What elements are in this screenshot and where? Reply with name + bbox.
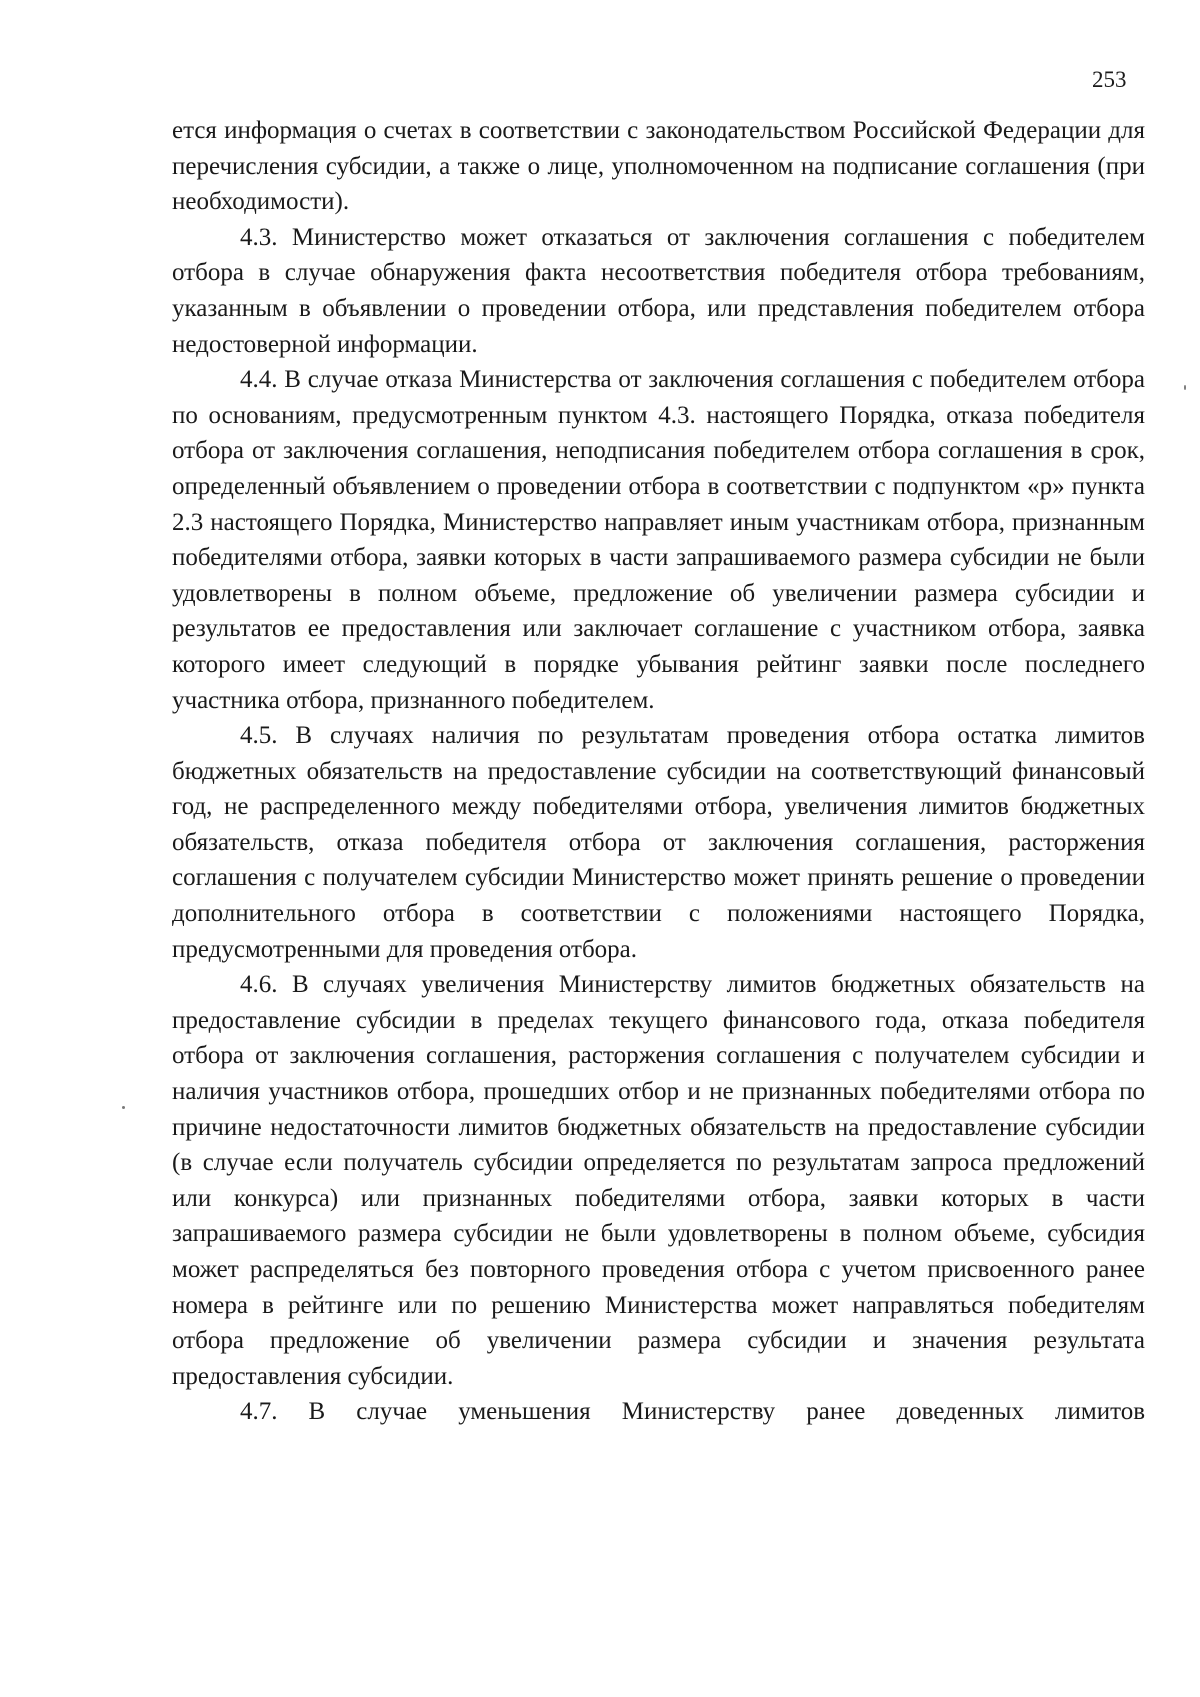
paragraph-4-6: 4.6. В случаях увеличения Министерству лимитов бюджетных обязательств на предоставление субсидии в пределах текущего финансового года, отказа победителя отбора от заключения соглашения, расторжения соглашения с получателем субсидии и наличия участников отбора, прошедших отбор и не признанных победителями отбора по причине недостаточности лимитов бюджетных обязательств на предоставление субсидии (в случае если получатель субсидии определяется по результатам запроса предложений или конкурса) или признанных победителями отбора, заявки которых в части запрашиваемого размера субсидии не были удовлетворены в полном объеме, субсидия может распределяться без повторного проведения отбора с учетом присвоенного ранее номера в рейтинге или по решению Министерства может направляться победителям отбора предложение об увеличении размера субсидии и значения результата предоставления субсидии. <box>172 971 1145 1390</box>
paragraph-4-3: 4.3. Министерство может отказаться от заключения соглашения с победителем отбора в случае обнаружения факта несоответствия победителя отбора требованиям, указанным в объявлении о проведении отбора, или представления победителем отбора недостоверной информации. <box>172 223 1145 358</box>
scan-speck <box>122 1106 125 1109</box>
document-body <box>172 113 1145 1430</box>
paragraph-4-7: 4.7. В случае уменьшения Министерству ранее доведенных лимитов <box>240 1398 1145 1426</box>
page-number: 253 <box>1092 67 1127 92</box>
paragraph-continuation: ется информация о счетах в соответствии с законодательством Российской Федерации для перечисления субсидии, а также о лице, уполномоченном на подписание соглашения (при необходимости). <box>172 117 1145 216</box>
paragraph-4-4: 4.4. В случае отказа Министерства от заключения соглашения с победителем отбора по основаниям, предусмотренным пунктом 4.3. настоящего Порядка, отказа победителя отбора от заключения соглашения, неподписания победителем отбора соглашения в срок, определенный объявлением о проведении отбора в соответствии с подпунктом «р» пункта 2.3 настоящего Порядка, Министерство направляет иным участникам отбора, признанным победителями отбора, заявки которых в части запрашиваемого размера субсидии не были удовлетворены в полном объеме, предложение об увеличении размера субсидии и результатов ее предоставления или заключает соглашение с участником отбора, заявка которого имеет следующий в порядке убывания рейтинг заявки после последнего участника отбора, признанного победителем. <box>172 366 1145 714</box>
paragraph-4-5: 4.5. В случаях наличия по результатам проведения отбора остатка лимитов бюджетных обязательств на предоставление субсидии на соответствующий финансовый год, не распределенного между победителями отбора, увеличения лимитов бюджетных обязательств, отказа победителя отбора от заключения соглашения, расторжения соглашения с получателем субсидии Министерство может принять решение о проведении дополнительного отбора в соответствии с положениями настоящего Порядка, предусмотренными для проведения отбора. <box>172 722 1145 963</box>
scan-speck <box>1184 385 1186 390</box>
